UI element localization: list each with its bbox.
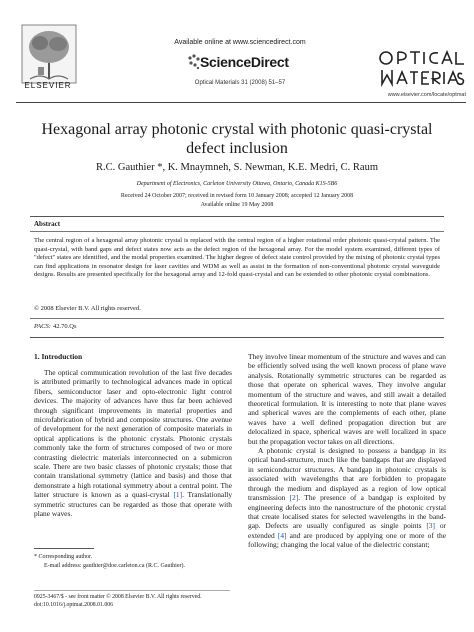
abstract-top-rule: [30, 216, 444, 217]
intro-paragraph-1-end: . Translationally symmetric structures can be regarded as those that operate with plane waves.: [34, 490, 233, 519]
footer-rule: [34, 590, 230, 591]
citation-link-1[interactable]: [1]: [173, 490, 183, 500]
pacs-label: PACS:: [34, 323, 51, 330]
abstract-body: The central region of a hexagonal array photonic crystal is replaced with the central region of a higher rotational order photonic quasi-crystal pattern. The quasi-crystal, with band gaps and defect states now acts as the defect region of the hexagonal array. For the model system examined, different types of "defect" states are identified, and the modal properties examined. The higher degree of defect state control provided by the mixing of photonic crystal types can find applications in resonator design for laser cavities and WDM as well as assist in the formation of non-conventional photonic crystal waveguide designs. Results are presented specifically for the hexagonal array and 12-fold quasi-crystal and can be extended to other photonic crystal combinations.: [34, 237, 440, 278]
received-dates: Received 24 October 2007; received in revised form 10 January 2008; accepted 12 January 2008: [120, 193, 354, 199]
intro-paragraph-1: The optical communication revolution of the last five decades is attributed primarily to technological advances made in optical fibers, semiconductor laser and opto-electronic light control devices. The majority of advances have thus far been achieved through significant improvements in material properties and microfabrication of hybrid and composite structures. One avenue of development for the next generation of composite materials in optical applications is the photonic crystals. Photonic crystals commonly take the form of structures composed of two or more contrasting dielectric materials interconnected on a submicron scale. There are two basic classes of photonic crystals; those that contain translational symmetry (lattice and basis) and those that demonstrate a high rotational symmetry about a central point. The latter structure is known as a quasi-crystal: [34, 368, 232, 500]
available-online-line[interactable]: Available online at www.sciencedirect.com: [174, 39, 306, 46]
online-date: Available online 19 May 2008: [200, 202, 274, 208]
abstract-copyright: © 2008 Elsevier B.V. All rights reserved.: [34, 305, 141, 312]
optical-materials-journal-logo: [376, 44, 466, 90]
abstract-heading: Abstract: [34, 220, 61, 228]
paragraph-3-part-c: or extended: [248, 521, 446, 540]
corresponding-author-note: * Corresponding author.: [34, 554, 93, 560]
pacs-code: 42.70.Qs: [53, 323, 77, 330]
intro-paragraph-3: [248, 446, 446, 549]
journal-reference: Optical Materials 31 (2008) 51–57: [194, 80, 286, 86]
journal-url-link[interactable]: www.elsevier.com/locate/optmat: [387, 92, 466, 98]
paragraph-3-part-a: A photonic crystal is designed to possess a bandgap in its optical band-structure, much like the bandgaps that are displayed in semiconductor structures. A bandgap in photonic crystals is associated with wavelengths that are forbidden to propagate through the medium and displayed as a region of low optical transmission: [248, 446, 446, 503]
pacs-top-rule: [30, 318, 444, 319]
section-heading-introduction: 1. Introduction: [34, 352, 83, 361]
author-affiliation: Department of Electronics, Carleton University Ottawa, Ontario, Canada K1S-5B6: [136, 181, 338, 187]
author-email[interactable]: E-mail address: gauthier@doe.carleton.ca (R.C. Gauthier).: [44, 563, 185, 569]
doi-line[interactable]: doi:10.1016/j.optmat.2008.01.006: [34, 602, 114, 608]
citation-link-4[interactable]: [4]: [277, 530, 287, 540]
citation-link-2[interactable]: [2]: [289, 493, 299, 503]
issn-line: 0925-3467/$ - see front matter © 2008 Elsevier B.V. All rights reserved.: [34, 594, 202, 600]
right-column-text: [248, 352, 446, 550]
paragraph-3-part-b: . The presence of a bandgap is exploited by engineering defects into the nanostructure of the photonic crystal that create localised states for selected wavelengths in the band-gap. Defects are usually configured as single points: [248, 493, 446, 531]
intro-paragraph-2: They involve linear momentum of the structure and waves and can be efficiently solved using the well known process of plane wave analysis. Rotationally symmetric structures can be regarded as those that operate on spherical waves. They involve angular momentum of the structure and waves, and still await a detailed theoretical formulation. It is interesting to note that plane waves and spherical waves are the complements of each other, plane waves have a well defined propagation direction but are delocalized in space, spherical waves are well localized in space but the propagation vector takes on all directions.: [248, 352, 446, 446]
header-divider: [16, 102, 466, 103]
footnote-rule: [34, 548, 94, 549]
article-title: Hexagonal array photonic crystal with photonic quasi-crystal defect inclusion: [41, 121, 433, 157]
abstract-bottom-rule: [30, 337, 444, 338]
citation-link-3[interactable]: [3]: [426, 521, 435, 531]
paragraph-3-part-d: and are produced by applying one or more of the following; changing the local value of the dielectric constant;: [248, 530, 447, 550]
sciencedirect-wordmark: ScienceDirect: [200, 54, 289, 70]
publisher-name: ELSEVIER: [24, 81, 72, 90]
left-column-text: [34, 368, 232, 519]
author-list: R.C. Gauthier *, K. Mnaymneh, S. Newman, K.E. Medri, C. Raum: [95, 162, 378, 173]
abstract-heading-rule: [30, 231, 444, 232]
